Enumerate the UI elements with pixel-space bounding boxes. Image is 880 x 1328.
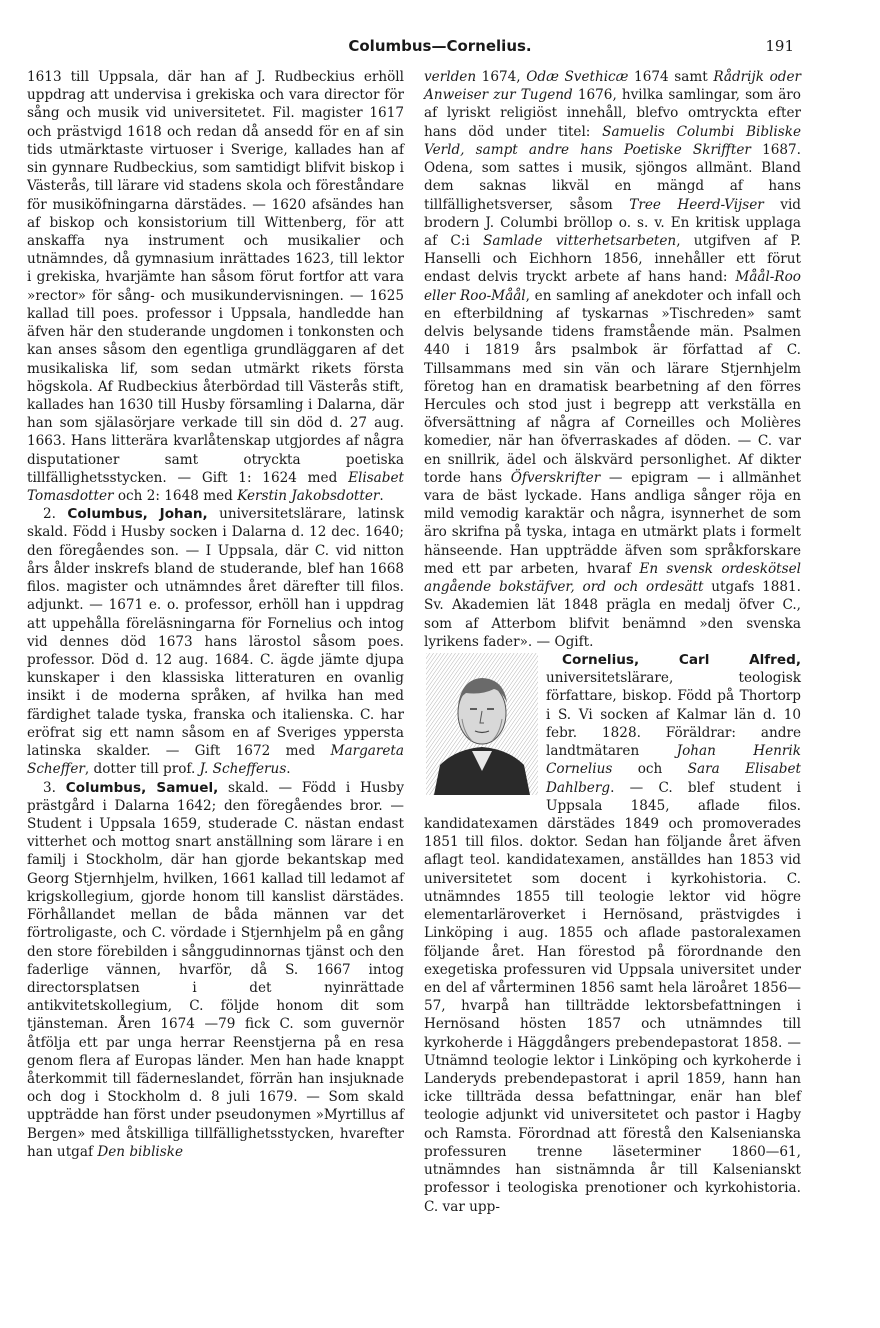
- italic-title: Den bibliske: [97, 1143, 184, 1160]
- entry-columbus-johan: [27, 505, 404, 778]
- entry-number: 2.: [43, 506, 68, 523]
- text-run: 1676, hvilka samlingar, som äro af lyriskt religiöst innehåll, blefvo omtryckta efter hans död under titel:: [424, 87, 801, 140]
- text-run: skald. — Född i Husby prästgård i Dalarna 1642; den föregåendes bror. — Student i Uppsala 1659, studerade C. nästan endast vitterhet och mottog snart anställning som lärare i en familj i Stockholm, där han gjorde bekantskap med Georg Stjernhjelm, hvilken, 1661 kallad till ledamot af krigskollegium, gjorde honom till kanslist därstädes. Förhållandet mellan de båda männen var det förtroligaste, och C. vördade i Stjernhjelm på en gång den store förebilden i sånggudinnornas tjänst och den faderlige vännen, hvarför, då S. 1667 intog directorsplatsen i det nyinrättade antikvitetskollegium, C. följde honom dit som tjänsteman. Åren 1674 —79 fick C. som guvernör åtfölja ett par unga herrar Reenstjerna på en resa genom flera af Europas länder. Men han hade knappt återkommit till fäderneslandet, förrän han insjuknade och dog i Stockholm d. 8 juli 1679. — Som skald uppträdde han först under pseudonymen »Myrtillus af Bergen» med åtskilliga tillfällighetsstycken, hvarefter han utgaf: [27, 779, 404, 1160]
- italic-name: Margareta Scheffer: [27, 743, 404, 778]
- right-column: [424, 68, 801, 1216]
- italic-name: Kerstin Jakobsdotter: [237, 488, 380, 505]
- text-run: , en samling af anekdoter och infall och en efterbildning af tyskarnas »Tischreden» samt delvis belysande tidens framstående män. Psalmen 440 i 1819 års psalmbok är författad af C. Tillsammans med sin vän och lärare Stjernhjelm företog han en dramatisk bearbetning af den förres Hercules och stod just i begrepp att verkställa en öfversättning af några af Corneilles och Molières komedier, när han öfverraskades af döden. — C. var en snillrik, ädel och älskvärd personlighet. Af dikter torde hans: [424, 287, 801, 486]
- italic-title: Samlade vitterhetsarbeten: [483, 232, 677, 249]
- italic-name: J. Schefferus: [199, 761, 287, 778]
- text-run: 1687. Odena, som sattes i musik, sjöngos allmänt. Bland dem saknas likväl en mängd af hans tillfällighetsverser, såsom: [424, 141, 801, 213]
- italic-title: Tree Heerd-Vijser: [629, 196, 764, 213]
- text-run: 1613 till Uppsala, där han af J. Rudbeckius erhöll uppdrag att undervisa i grekiska och vara director för sång och musik vid universitetet. Fil. magister 1617 och prästvigd 1618 och redan då ansedd för en af sin tids utmärktaste virtuoser i Sverige, kallades han af sin gynnare Rudbeckius, som samtidigt blifvit biskop i Västerås, till lärare vid stadens skola och föreståndare för musiköfningarna därstädes. — 1620 afsändes han af biskop och konsistorium till Wittenberg, för att anskaffa nya instrument och musikalier och utnämndes, då gymnasium inrättades 1623, till lektor i grekiska, hvarjämte han såsom förut fortfor att vara »rector» för sång- och musikundervisningen. — 1625 kallad till poes. professor i Uppsala, handledde han äfven här den studerande ungdomen i tonkonsten och kan anses såsom den egentliga grundläggaren af det musikaliska lif, som sedan utmärkt rikets första högskola. Af Rudbeckius återbördad till Västerås stift, kallades han 1630 till Husby församling i Dalarna, där han som själasörjare verkade till sin död d. 27 aug. 1663. Hans litterära kvarlåtenskap utgjordes af några disputationer samt otryckta poetiska tillfällighetsstycken. — Gift 1: 1624 med: [27, 69, 404, 486]
- italic-title: Öfverskrifter: [510, 469, 601, 486]
- text-run: , dotter till prof.: [84, 761, 200, 778]
- text-run: — epigram — i allmänhet vara de bäst lyckade. Hans andliga sånger röja en mild vemodig karaktär och några, isynnerhet de som äro skrifna på tyska, intaga en utmärkt plats i formelt hänseende. Han uppträdde äfven som språkforskare med ett par arbeten, hvaraf: [424, 469, 801, 577]
- running-head: Columbus—Cornelius.: [348, 37, 532, 55]
- text-run: 1674,: [476, 69, 527, 85]
- text-run: universitetslärare, teologisk författare, biskop. Född på Thortorp i S. Vi socken af Kalmar län d. 10 febr. 1828. Föräldrar: andre landtmätaren: [546, 670, 801, 760]
- text-run: universitetslärare, latinsk skald. Född i Husby socken i Dalarna d. 12 dec. 1640; den föregåendes son. — I Uppsala, där C. vid nitton års ålder inskrefs bland de studerande, blef han 1668 filos. magister och utnämndes året därefter till filos. adjunkt. — 1671 e. o. professor, erhöll han i uppdrag att uppehålla föreläsningarna för Fornelius och intog vid dennes död 1673 hans lärostol såsom poes. professor. Död d. 12 aug. 1684. C. ägde jämte djupa kunskaper i den klassiska litteraturen en ovanlig insikt i de moderna språken, af hvilka han med färdighet talade tyska, franska och italienska. C. har eröfrat sig ett namn såsom en af Sveriges yppersta latinska skalder. — Gift 1672 med: [27, 506, 404, 760]
- italic-title: verlden: [424, 69, 477, 85]
- italic-title: En svensk ordeskötsel angående bokstäfver, ord och ordesätt: [424, 560, 801, 596]
- entry-continuation-paragraph: [27, 68, 404, 505]
- text-run: .: [286, 761, 291, 778]
- entry-columbus-samuel: [27, 779, 404, 1162]
- italic-name: Sara Elisabet Dahlberg: [546, 761, 801, 796]
- italic-title: Rådrijk oder Anweiser zur Tugend: [424, 69, 801, 104]
- italic-title: Samuelis Columbi Bibliske Verld, sampt andre hans Poetiske Skriffter: [424, 123, 801, 158]
- italic-name: Elisabet Tomasdotter: [27, 469, 404, 505]
- text-run: .: [379, 488, 384, 505]
- italic-title: Måål-Roo eller Roo-Måål: [424, 269, 801, 304]
- portrait-image: [426, 653, 538, 795]
- text-run: vid brodern J. Columbi bröllop o. s. v. En kritisk upplaga af C:i: [424, 196, 801, 249]
- entry-headword: Cornelius, Carl Alfred,: [562, 652, 801, 668]
- italic-title: Odæ Svethicæ: [526, 69, 629, 85]
- page-header: [0, 37, 880, 59]
- text-run: , utgifven af P. Hanselli och Eichhorn 1856, innehåller ett förut endast delvis tryckt arbete af hans hand:: [424, 232, 801, 286]
- entry-continuation-paragraph: [424, 68, 801, 651]
- entry-cornelius-carl-alfred: [424, 651, 801, 1216]
- entry-headword: Columbus, Samuel,: [65, 779, 219, 796]
- portrait-engraving: [426, 653, 538, 795]
- text-run: utgafs 1881. Sv. Akademien lät 1848 prägla en medalj öfver C., som af Atterbom blifvit benämnd »den svenska lyrikens fader». — Ogift.: [424, 579, 802, 650]
- page-number: 191: [765, 37, 794, 55]
- text-run: och 2: 1648 med: [113, 488, 238, 505]
- left-column: [27, 68, 404, 1161]
- entry-headword: Columbus, Johan,: [67, 506, 208, 523]
- text-run: . — C. blef student i Uppsala 1845, aflade filos. kandidatexamen därstädes 1849 och promoverades 1851 till filos. doktor. Sedan han följande året äfven aflagt teol. kandidatexamen, anställdes han 1853 vid universitetet som docent i kyrkohistoria. C. utnämndes 1855 till teologie lektor vid högre elementarläroverket i Hernösand, prästvigdes i Linköping i aug. 1855 och aflade pastoralexamen följande året. Han förestod på förordnande den exegetiska professuren vid Uppsala universitet under en del af vårterminen 1856 samt hela läroåret 1856—57, hvarpå han tillträdde lektorsbefattningen i Hernösand hösten 1857 och utnämndes till kyrkoherde i Häggdångers prebendepastorat 1858. — Utnämnd teologie lektor i Linköping och kyrkoherde i Landeryds prebendepastorat i april 1859, hann han icke tillträda dessa befattningar, enär han blef teologie adjunkt vid universitetet och pastor i Hagby och Ramsta. Förordnad att förestå den Kalsenianska professuren trenne läseterminer 1860—61, utnämndes han sistnämnda år till Kalsenianskt professor i teologiska prenotioner och kyrkohistoria. C. var upp-: [424, 779, 801, 1215]
- entry-number: 3.: [43, 779, 66, 796]
- text-run: 1674 samt: [628, 69, 714, 85]
- text-run: och: [612, 761, 688, 778]
- italic-name: Johan Henrik Cornelius: [546, 743, 801, 778]
